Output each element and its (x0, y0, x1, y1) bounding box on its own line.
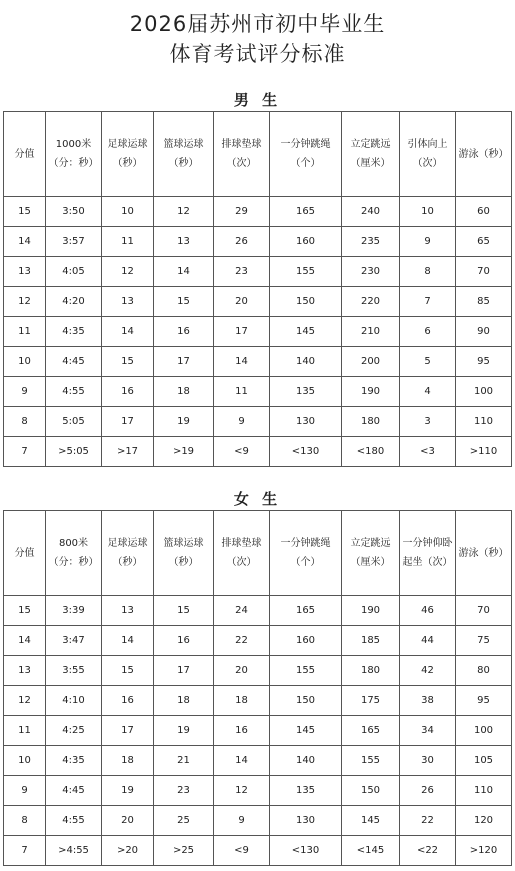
standard-cell: 5 (400, 347, 456, 377)
column-header-label: 一分钟跳绳（个） (280, 139, 331, 169)
standard-cell: 17 (154, 656, 214, 686)
standard-cell: 160 (270, 626, 342, 656)
column-header (400, 112, 456, 197)
score-cell: 13 (4, 656, 46, 686)
column-header-label: 分值 (14, 148, 35, 160)
standard-cell: 60 (456, 197, 512, 227)
standard-cell: 20 (214, 656, 270, 686)
standard-cell: 14 (102, 317, 154, 347)
standard-cell: 29 (214, 197, 270, 227)
column-header-label: 足球运球（秒） (107, 538, 148, 568)
standard-cell: 25 (154, 806, 214, 836)
standard-cell: 8 (400, 257, 456, 287)
score-cell: 10 (4, 347, 46, 377)
standard-cell: 75 (456, 626, 512, 656)
standard-cell: 44 (400, 626, 456, 656)
column-header (102, 112, 154, 197)
table-row (4, 197, 512, 227)
standard-cell: >19 (154, 437, 214, 467)
standard-cell: 18 (154, 377, 214, 407)
table-row (4, 836, 512, 866)
standard-cell: 9 (400, 227, 456, 257)
standard-cell: 17 (154, 347, 214, 377)
column-header-label: 引体向上（次） (407, 139, 448, 169)
table-row (4, 287, 512, 317)
standard-cell: 17 (214, 317, 270, 347)
standard-cell: 100 (456, 377, 512, 407)
score-cell: 13 (4, 257, 46, 287)
table-row (4, 347, 512, 377)
column-header (46, 112, 102, 197)
standard-cell: 3:50 (46, 197, 102, 227)
standard-cell: 180 (342, 656, 400, 686)
standard-cell: 16 (154, 317, 214, 347)
standard-cell: 17 (102, 407, 154, 437)
standard-cell: 190 (342, 596, 400, 626)
table-header-row (4, 112, 512, 197)
column-header-label: 游泳（秒） (458, 148, 509, 160)
standard-cell: >4:55 (46, 836, 102, 866)
standard-cell: 14 (154, 257, 214, 287)
standard-cell: 105 (456, 746, 512, 776)
standard-cell: 155 (270, 656, 342, 686)
standard-cell: 230 (342, 257, 400, 287)
boys-score-table (3, 111, 512, 467)
column-header-label: 足球运球（秒） (107, 139, 148, 169)
standard-cell: 90 (456, 317, 512, 347)
standard-cell: 4:55 (46, 806, 102, 836)
standard-cell: 130 (270, 407, 342, 437)
standard-cell: 220 (342, 287, 400, 317)
standard-cell: 3:39 (46, 596, 102, 626)
boys-section-label: 男 生 (233, 91, 282, 109)
standard-cell: 150 (270, 686, 342, 716)
standard-cell: 95 (456, 686, 512, 716)
score-cell: 15 (4, 197, 46, 227)
table-row (4, 437, 512, 467)
standard-cell: 150 (270, 287, 342, 317)
column-header (400, 511, 456, 596)
standard-cell: 3 (400, 407, 456, 437)
standard-cell: 120 (456, 806, 512, 836)
standard-cell: 12 (154, 197, 214, 227)
standard-cell: 240 (342, 197, 400, 227)
standard-cell: 135 (270, 377, 342, 407)
standard-cell: 11 (214, 377, 270, 407)
standard-cell: >120 (456, 836, 512, 866)
standard-cell: >25 (154, 836, 214, 866)
standard-cell: 9 (214, 407, 270, 437)
score-cell: 14 (4, 227, 46, 257)
column-header-label: 立定跳远（厘米） (350, 139, 391, 169)
column-header (456, 511, 512, 596)
column-header (4, 112, 46, 197)
score-cell: 15 (4, 596, 46, 626)
standard-cell: 23 (214, 257, 270, 287)
standard-cell: 110 (456, 776, 512, 806)
score-cell: 10 (4, 746, 46, 776)
standard-cell: >17 (102, 437, 154, 467)
column-header-label: 1000米（分：秒） (48, 139, 99, 169)
standard-cell: 210 (342, 317, 400, 347)
standard-cell: 4:35 (46, 746, 102, 776)
standard-cell: 16 (214, 716, 270, 746)
standard-cell: 80 (456, 656, 512, 686)
standard-cell: 4:20 (46, 287, 102, 317)
column-header (4, 511, 46, 596)
score-cell: 9 (4, 776, 46, 806)
score-cell: 12 (4, 686, 46, 716)
standard-cell: 13 (154, 227, 214, 257)
standard-cell: 70 (456, 257, 512, 287)
standard-cell: >5:05 (46, 437, 102, 467)
standard-cell: 12 (214, 776, 270, 806)
standard-cell: 140 (270, 746, 342, 776)
standard-cell: 3:55 (46, 656, 102, 686)
standard-cell: 14 (214, 746, 270, 776)
girls-section-label: 女 生 (233, 490, 282, 508)
standard-cell: 15 (154, 596, 214, 626)
standard-cell: <145 (342, 836, 400, 866)
standard-cell: 9 (214, 806, 270, 836)
standard-cell: <130 (270, 836, 342, 866)
standard-cell: 3:57 (46, 227, 102, 257)
column-header (154, 511, 214, 596)
standard-cell: 190 (342, 377, 400, 407)
standard-cell: 185 (342, 626, 400, 656)
standard-cell: 4 (400, 377, 456, 407)
standard-cell: 10 (400, 197, 456, 227)
standard-cell: 15 (154, 287, 214, 317)
standard-cell: 22 (214, 626, 270, 656)
standard-cell: 20 (102, 806, 154, 836)
standard-cell: 22 (400, 806, 456, 836)
standard-cell: 135 (270, 776, 342, 806)
column-header-label: 一分钟跳绳（个） (280, 538, 331, 568)
column-header (270, 511, 342, 596)
column-header (214, 511, 270, 596)
standard-cell: 85 (456, 287, 512, 317)
score-cell: 9 (4, 377, 46, 407)
column-header (342, 112, 400, 197)
standard-cell: >20 (102, 836, 154, 866)
table-row (4, 317, 512, 347)
standard-cell: 16 (102, 686, 154, 716)
standard-cell: 5:05 (46, 407, 102, 437)
column-header-label: 排球垫球（次） (221, 538, 262, 568)
standard-cell: 20 (214, 287, 270, 317)
standard-cell: <130 (270, 437, 342, 467)
standard-cell: 145 (270, 317, 342, 347)
column-header (456, 112, 512, 197)
standard-cell: <9 (214, 836, 270, 866)
score-cell: 14 (4, 626, 46, 656)
girls-score-table (3, 510, 512, 866)
standard-cell: 130 (270, 806, 342, 836)
standard-cell: 175 (342, 686, 400, 716)
standard-cell: 12 (102, 257, 154, 287)
table-row (4, 656, 512, 686)
score-cell: 7 (4, 836, 46, 866)
standard-cell: 24 (214, 596, 270, 626)
column-header (46, 511, 102, 596)
standard-cell: 26 (214, 227, 270, 257)
standard-cell: <3 (400, 437, 456, 467)
table-row (4, 227, 512, 257)
standard-cell: 15 (102, 656, 154, 686)
standard-cell: 3:47 (46, 626, 102, 656)
score-cell: 11 (4, 716, 46, 746)
standard-cell: 16 (154, 626, 214, 656)
standard-cell: 95 (456, 347, 512, 377)
table-row (4, 596, 512, 626)
table-header-row (4, 511, 512, 596)
standard-cell: 18 (154, 686, 214, 716)
standard-cell: 26 (400, 776, 456, 806)
standard-cell: 165 (270, 596, 342, 626)
standard-cell: 165 (270, 197, 342, 227)
page-title: 2026届苏州市初中毕业生 (129, 12, 386, 36)
standard-cell: 18 (102, 746, 154, 776)
column-header-label: 800米（分：秒） (48, 538, 99, 568)
standard-cell: 4:05 (46, 257, 102, 287)
standard-cell: 155 (270, 257, 342, 287)
standard-cell: <9 (214, 437, 270, 467)
standard-cell: 13 (102, 287, 154, 317)
standard-cell: 200 (342, 347, 400, 377)
standard-cell: 18 (214, 686, 270, 716)
standard-cell: 4:45 (46, 347, 102, 377)
table-row (4, 746, 512, 776)
score-cell: 11 (4, 317, 46, 347)
column-header (154, 112, 214, 197)
standard-cell: 155 (342, 746, 400, 776)
column-header-label: 篮球运球（秒） (163, 538, 204, 568)
table-row (4, 686, 512, 716)
standard-cell: 145 (270, 716, 342, 746)
table-row (4, 806, 512, 836)
standard-cell: <22 (400, 836, 456, 866)
column-header-label: 游泳（秒） (458, 547, 509, 559)
score-cell: 7 (4, 437, 46, 467)
score-cell: 8 (4, 407, 46, 437)
table-row (4, 716, 512, 746)
standard-cell: 11 (102, 227, 154, 257)
standard-cell: 235 (342, 227, 400, 257)
column-header-label: 排球垫球（次） (221, 139, 262, 169)
column-header (102, 511, 154, 596)
standard-cell: 4:55 (46, 377, 102, 407)
standard-cell: 46 (400, 596, 456, 626)
table-row (4, 377, 512, 407)
table-row (4, 257, 512, 287)
score-cell: 8 (4, 806, 46, 836)
standard-cell: 15 (102, 347, 154, 377)
standard-cell: 150 (342, 776, 400, 806)
standard-cell: 19 (102, 776, 154, 806)
standard-cell: 110 (456, 407, 512, 437)
table-row (4, 407, 512, 437)
standard-cell: <180 (342, 437, 400, 467)
page-subtitle: 体育考试评分标准 (169, 42, 346, 66)
column-header-label: 分值 (14, 547, 35, 559)
standard-cell: 38 (400, 686, 456, 716)
column-header (270, 112, 342, 197)
column-header-label: 一分钟仰卧起坐（次） (402, 538, 453, 568)
standard-cell: 160 (270, 227, 342, 257)
standard-cell: 19 (154, 407, 214, 437)
standard-cell: 145 (342, 806, 400, 836)
table-row (4, 626, 512, 656)
standard-cell: >110 (456, 437, 512, 467)
standard-cell: 34 (400, 716, 456, 746)
standard-cell: 30 (400, 746, 456, 776)
standard-cell: 10 (102, 197, 154, 227)
score-cell: 12 (4, 287, 46, 317)
column-header (214, 112, 270, 197)
standard-cell: 65 (456, 227, 512, 257)
standard-cell: 13 (102, 596, 154, 626)
standard-cell: 6 (400, 317, 456, 347)
standard-cell: 19 (154, 716, 214, 746)
standard-cell: 4:45 (46, 776, 102, 806)
standard-cell: 14 (214, 347, 270, 377)
standard-cell: 140 (270, 347, 342, 377)
standard-cell: 70 (456, 596, 512, 626)
standard-cell: 165 (342, 716, 400, 746)
standard-cell: 21 (154, 746, 214, 776)
column-header-label: 篮球运球（秒） (163, 139, 204, 169)
standard-cell: 23 (154, 776, 214, 806)
standard-cell: 17 (102, 716, 154, 746)
standard-cell: 100 (456, 716, 512, 746)
standard-cell: 4:35 (46, 317, 102, 347)
table-row (4, 776, 512, 806)
column-header (342, 511, 400, 596)
standard-cell: 14 (102, 626, 154, 656)
standard-cell: 4:25 (46, 716, 102, 746)
standard-cell: 7 (400, 287, 456, 317)
column-header-label: 立定跳远（厘米） (350, 538, 391, 568)
standard-cell: 16 (102, 377, 154, 407)
standard-cell: 4:10 (46, 686, 102, 716)
standard-cell: 42 (400, 656, 456, 686)
standard-cell: 180 (342, 407, 400, 437)
